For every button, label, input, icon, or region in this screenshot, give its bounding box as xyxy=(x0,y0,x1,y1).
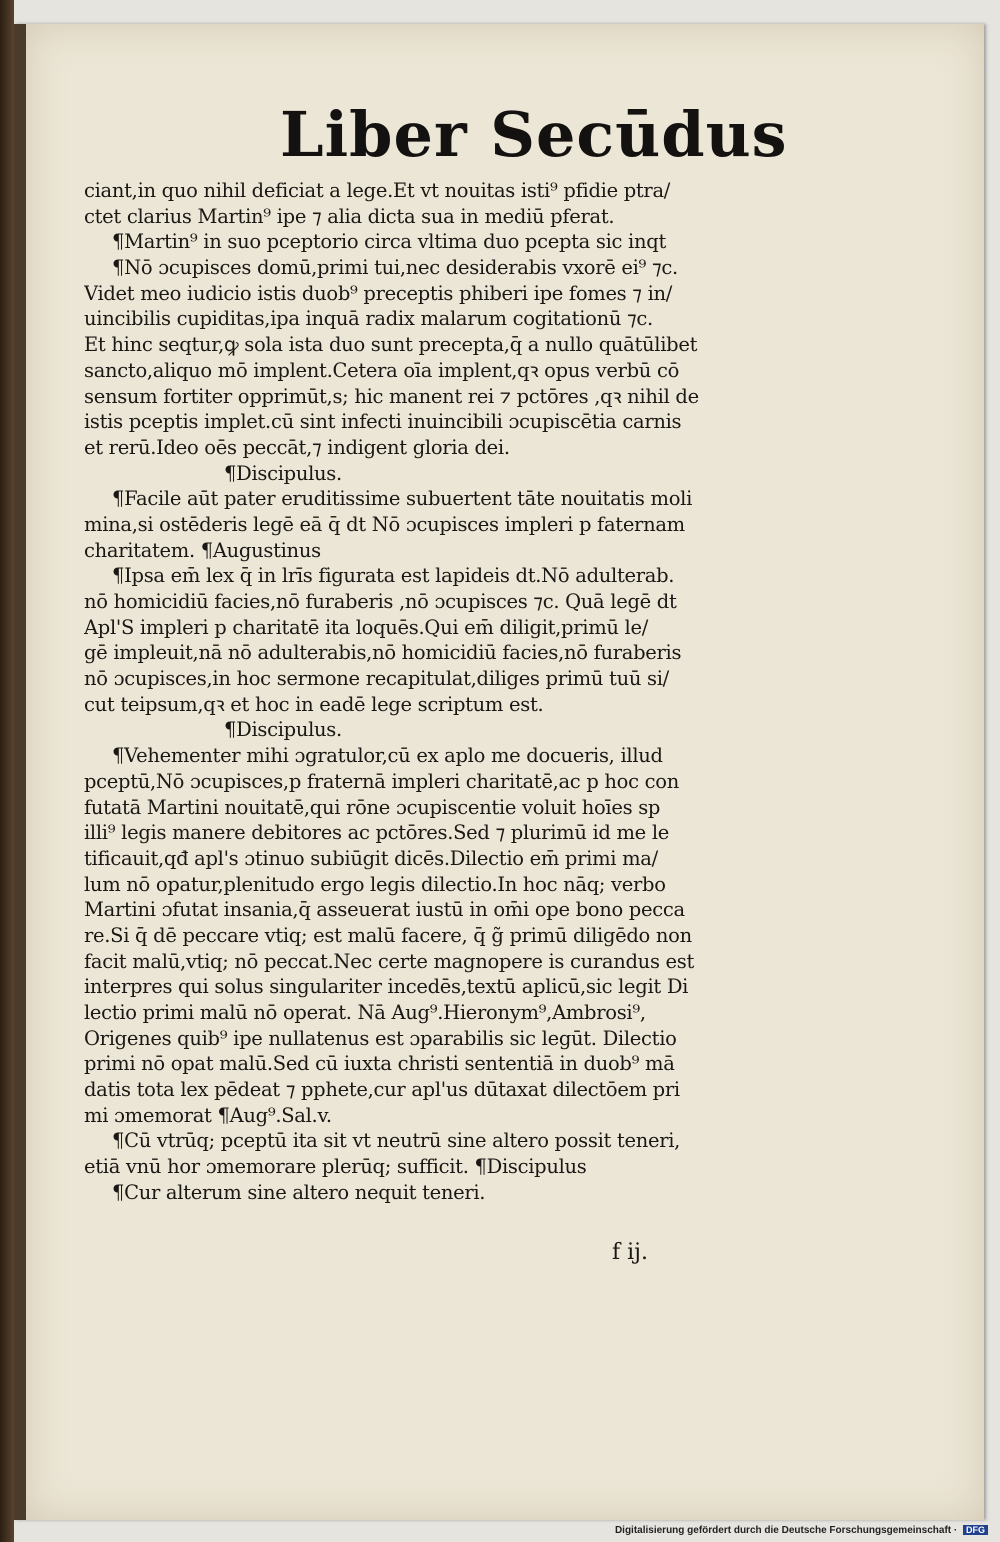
text-line: Martini ɔfutat insania,q̄ asseuerat iustū in om̄i ope bono pecca xyxy=(84,898,685,922)
book-spine xyxy=(0,0,14,1542)
text-line: nō homicidiū facies,nō furaberis ,nō ɔcupisces ⁊c. Quā legē dt xyxy=(84,590,677,613)
page-header-title: Liber Secūdus xyxy=(280,98,788,171)
text-line: cut teipsum,qꝛ et hoc in eadē lege scriptum est. xyxy=(84,692,544,716)
text-line: lectio primi malū nō operat. Nā Aug⁹.Hieronym⁹,Ambrosi⁹, xyxy=(84,1001,646,1024)
signature-mark: f ij. xyxy=(612,1240,648,1265)
text-line: ¶Facile aūt pater eruditissime subuertent tāte nouitatis moli xyxy=(112,487,693,511)
text-line: futatā Martini nouitatē,qui rōne ɔcupiscentie voluit hoīes sp xyxy=(84,795,661,819)
text-line: charitatem. ¶Augustinus xyxy=(84,538,321,562)
text-line: ¶Cur alterum sine altero nequit teneri. xyxy=(112,1180,486,1204)
text-line: ¶Cū vtrūq; pceptū ita sit vt neutrū sine altero possit teneri, xyxy=(112,1129,681,1153)
text-line: ¶Nō ɔcupisces domū,primi tui,nec desiderabis vxorē ei⁹ ⁊c. xyxy=(112,256,678,280)
text-line: etiā vnū hor ɔmemorare plerūq; sufficit. ¶Discipulus xyxy=(84,1155,587,1179)
text-line: Apl'S impleri p charitatē ita loquēs.Qui em̄ diligit,primū le/ xyxy=(84,615,648,639)
dfg-logo: DFG xyxy=(963,1525,988,1535)
text-line: istis pceptis implet.cū sint infecti inuincibili ɔcupiscētia carnis xyxy=(84,410,682,434)
text-line: sensum fortiter opprimūt,s; hic manent rei ⁊ pctōres ,qꝛ nihil de xyxy=(84,384,699,408)
text-line: mina,si ostēderis legē eā q̄ dt Nō ɔcupisces impleri p faternam xyxy=(84,512,685,536)
text-line: uincibilis cupiditas,ipa inquā radix malarum cogitationū ⁊c. xyxy=(84,307,653,331)
text-line: Origenes quib⁹ ipe nullatenus est ɔparabilis sic legūt. Dilectio xyxy=(84,1026,677,1050)
text-line: et rerū.Ideo oēs peccāt,⁊ indigent gloria dei. xyxy=(84,435,510,459)
text-line: illi⁹ legis manere debitores ac pctōres.Sed ⁊ plurimū id me le xyxy=(84,821,669,845)
text-line: Videt meo iudicio istis duob⁹ preceptis phiberi ipe fomes ⁊ in/ xyxy=(84,281,673,305)
text-line: datis tota lex pēdeat ⁊ pphete,cur apl'us dūtaxat dilectōem pri xyxy=(84,1078,680,1102)
text-line: ctet clarius Martin⁹ ipe ⁊ alia dicta sua in mediū pferat. xyxy=(84,204,615,228)
text-line: tificauit,qđ apl's ɔtinuo subiūgit dicēs.Dilectio em̄ primi ma/ xyxy=(84,846,658,870)
dfg-credit-text: Digitalisierung gefördert durch die Deutsche Forschungsgemeinschaft · xyxy=(614,1525,958,1536)
text-line: ¶Discipulus. xyxy=(224,461,342,485)
text-line: gē impleuit,nā nō adulterabis,nō homicidiū facies,nō furaberis xyxy=(84,641,682,665)
text-line: ¶Vehementer mihi ɔgratulor,cū ex aplo me docueris, illud xyxy=(112,744,663,768)
text-line: ¶Martin⁹ in suo pceptorio circa vltima duo pcepta sic inqt xyxy=(112,230,666,254)
text-line: ciant,in quo nihil deficiat a lege.Et vt nouitas isti⁹ pfidie ptra/ xyxy=(84,179,671,202)
text-line: mi ɔmemorat ¶Aug⁹.Sal.v. xyxy=(84,1103,332,1127)
text-line: sancto,aliquo mō implent.Cetera oīa implent,qꝛ opus verbū cō xyxy=(84,358,680,382)
text-line: nō ɔcupisces,in hoc sermone recapitulat,diliges primū tuū si/ xyxy=(84,667,669,691)
text-line: re.Si q̄ dē peccare vtiq; est malū facere, q̄ g̃ primū diligēdo non xyxy=(84,923,692,947)
text-line: Et hinc seqtur,ꝙ sola ista duo sunt precepta,q̄ a nullo quātūlibet xyxy=(84,333,698,357)
dfg-credit xyxy=(615,1525,988,1536)
text-line: pceptū,Nō ɔcupisces,p fraternā impleri charitatē,ac p hoc con xyxy=(84,769,679,793)
text-line: interpres qui solus singulariter incedēs,textū aplicū,sic legit Di xyxy=(84,975,689,999)
text-line: ¶Ipsa em̄ lex q̄ in lrīs figurata est lapideis dt.Nō adulterab. xyxy=(112,564,675,588)
text-line: primi nō opat malū.Sed cū iuxta christi sententiā in duob⁹ mā xyxy=(84,1052,675,1076)
text-line: facit malū,vtiq; nō peccat.Nec certe magnopere is curandus est xyxy=(84,949,695,973)
text-line: lum nō opatur,plenitudo ergo legis dilectio.In hoc nāq; verbo xyxy=(84,872,666,896)
body-text xyxy=(84,178,764,1206)
text-line: ¶Discipulus. xyxy=(224,718,342,742)
